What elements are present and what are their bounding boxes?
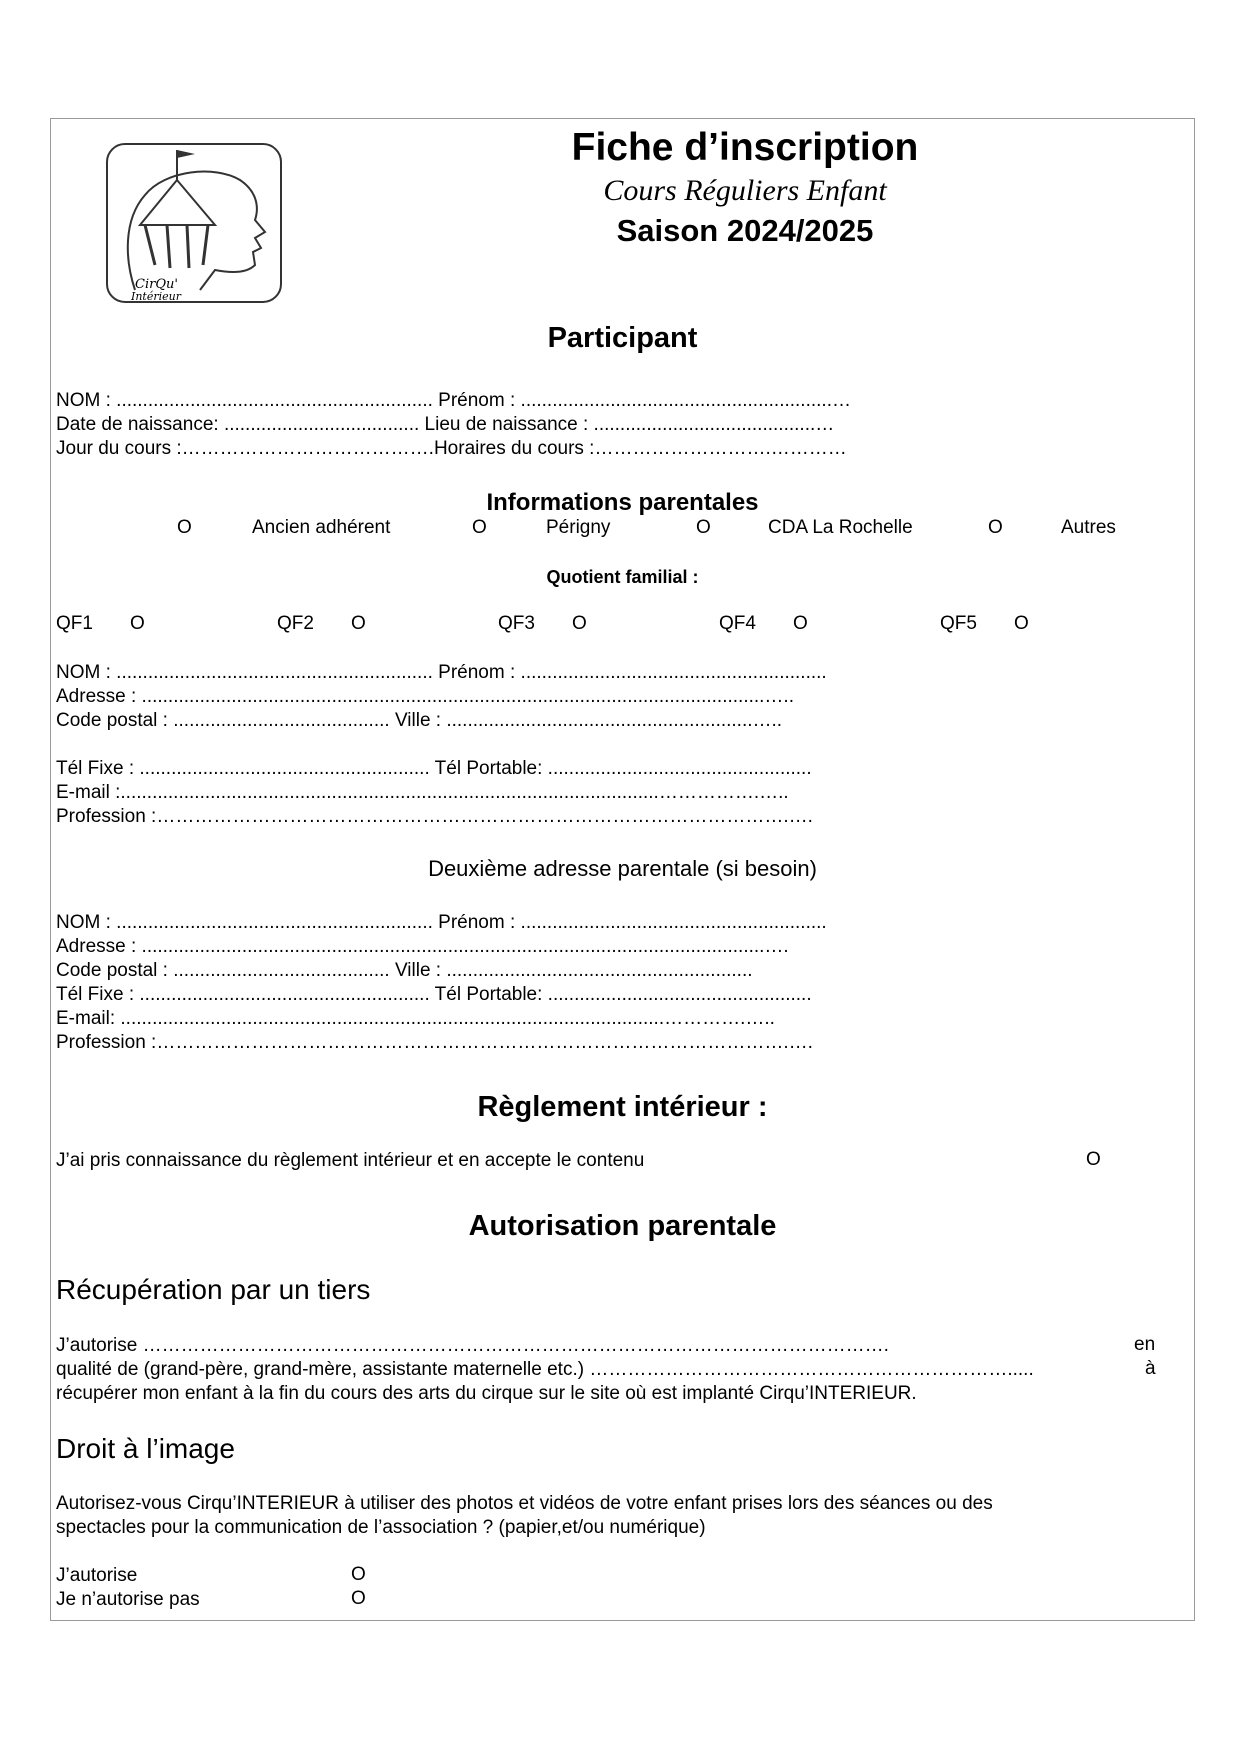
qf2-label: QF2 bbox=[277, 613, 314, 634]
parent1-postal-line[interactable]: Code postal : ......................................... Ville : ..........................................................….. bbox=[56, 710, 783, 731]
membership-label-perigny: Périgny bbox=[546, 517, 611, 538]
form-title: Fiche d’inscription bbox=[571, 126, 919, 169]
participant-birth-line[interactable]: Date de naissance: ..................................... Lieu de naissance : ..........................................… bbox=[56, 414, 835, 435]
qf5-radio[interactable]: O bbox=[1014, 613, 1029, 634]
parent1-address-line[interactable]: Adresse : ......................................................................................................................….. bbox=[56, 686, 794, 707]
rules-statement: J’ai pris connaissance du règlement intérieur et en accepte le contenu bbox=[56, 1150, 645, 1171]
qf1-label: QF1 bbox=[56, 613, 93, 634]
pickup-line-1[interactable]: J’autorise ………………………………………………………………………………………………………. bbox=[56, 1335, 889, 1356]
qf3-radio[interactable]: O bbox=[572, 613, 587, 634]
membership-label-former: Ancien adhérent bbox=[252, 517, 391, 538]
qf4-label: QF4 bbox=[719, 613, 756, 634]
image-authorize-radio[interactable]: O bbox=[351, 1564, 366, 1585]
parent1-phone-line[interactable]: Tél Fixe : ....................................................... Tél Portable: .................................................. bbox=[56, 758, 812, 779]
image-rights-heading: Droit à l’image bbox=[56, 1433, 235, 1464]
participant-name-line[interactable]: NOM : ............................................................ Prénom : ...........................................................… bbox=[56, 390, 851, 411]
image-deny-label: Je n’autorise pas bbox=[56, 1589, 200, 1610]
pickup-line-3: récupérer mon enfant à la fin du cours des arts du cirque sur le site où est implanté Cirqu’INTERIEUR. bbox=[56, 1383, 917, 1404]
qf-heading: Quotient familial : bbox=[546, 567, 699, 587]
pickup-line-1-end: en bbox=[1134, 1334, 1156, 1355]
parent2-email-line[interactable]: E-mail: .......................................................................................................………….….. bbox=[56, 1008, 775, 1029]
pickup-line-2-end: à bbox=[1145, 1358, 1156, 1379]
membership-label-other: Autres bbox=[1061, 517, 1116, 538]
parent1-profession-line[interactable]: Profession :……………………………………………………………………………………….…. bbox=[56, 806, 813, 827]
membership-radio-cda[interactable]: O bbox=[696, 517, 711, 538]
pickup-heading: Récupération par un tiers bbox=[56, 1274, 371, 1305]
parent2-profession-line[interactable]: Profession :……………………………………………………………………………………….…. bbox=[56, 1032, 813, 1053]
logo-text-cirqu: CirQu' bbox=[135, 277, 178, 292]
pickup-line-2[interactable]: qualité de (grand-père, grand-mère, assistante maternelle etc.) …………………………………………………………..... bbox=[56, 1359, 1034, 1380]
logo-text-interieur: Intérieur bbox=[131, 290, 181, 303]
parent1-name-line[interactable]: NOM : ............................................................ Prénom : .......................................................... bbox=[56, 662, 827, 683]
image-rights-question-1: Autorisez-vous Cirqu’INTERIEUR à utiliser des photos et vidéos de votre enfant prises lors des séances ou des bbox=[56, 1493, 993, 1514]
membership-radio-other[interactable]: O bbox=[988, 517, 1003, 538]
parental-info-heading: Informations parentales bbox=[486, 489, 759, 516]
parent2-postal-line[interactable]: Code postal : ......................................... Ville : .......................................................... bbox=[56, 960, 753, 981]
image-authorize-label: J’autorise bbox=[56, 1565, 138, 1586]
parent2-address-line[interactable]: Adresse : ......................................................................................................................…. bbox=[56, 936, 789, 957]
membership-radio-former[interactable]: O bbox=[177, 517, 192, 538]
image-deny-radio[interactable]: O bbox=[351, 1588, 366, 1609]
second-address-heading: Deuxième adresse parentale (si besoin) bbox=[428, 856, 817, 881]
rules-accept-radio[interactable]: O bbox=[1086, 1149, 1101, 1170]
qf1-radio[interactable]: O bbox=[130, 613, 145, 634]
parent2-phone-line[interactable]: Tél Fixe : ....................................................... Tél Portable: .................................................. bbox=[56, 984, 812, 1005]
rules-heading: Règlement intérieur : bbox=[477, 1091, 768, 1123]
qf3-label: QF3 bbox=[498, 613, 535, 634]
parent2-name-line[interactable]: NOM : ............................................................ Prénom : .......................................................... bbox=[56, 912, 827, 933]
membership-label-cda: CDA La Rochelle bbox=[768, 517, 913, 538]
participant-heading: Participant bbox=[547, 322, 698, 354]
membership-radio-perigny[interactable]: O bbox=[472, 517, 487, 538]
qf5-label: QF5 bbox=[940, 613, 977, 634]
form-subtitle: Cours Réguliers Enfant bbox=[603, 174, 887, 207]
participant-course-line[interactable]: Jour du cours :………………………………….Horaires du cours :……………………….………… bbox=[56, 438, 847, 459]
parent1-email-line[interactable]: E-mail :......................................................................................................…………….….. bbox=[56, 782, 789, 803]
qf2-radio[interactable]: O bbox=[351, 613, 366, 634]
qf4-radio[interactable]: O bbox=[793, 613, 808, 634]
image-rights-question-2: spectacles pour la communication de l’association ? (papier,et/ou numérique) bbox=[56, 1517, 706, 1538]
form-season: Saison 2024/2025 bbox=[616, 213, 874, 248]
authorization-heading: Autorisation parentale bbox=[468, 1210, 777, 1242]
cirqu-interieur-logo bbox=[105, 140, 285, 308]
